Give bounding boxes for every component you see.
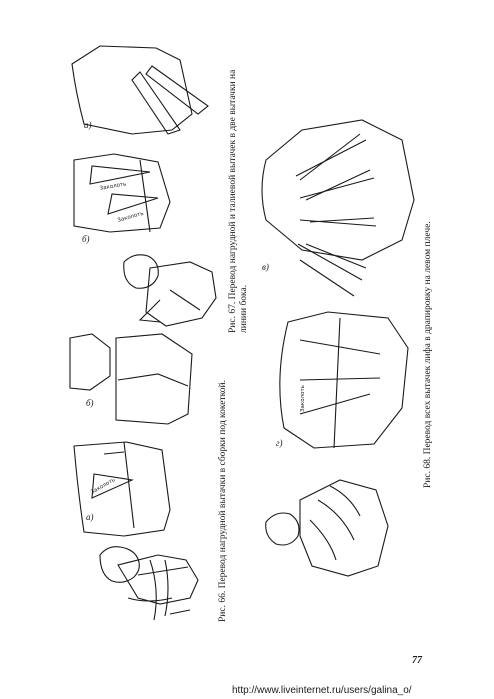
fig67-caption-line1: Рис. 67. Перевод нагрудной и талиевой вытачек в две вытачки на [228,69,238,333]
page-number: 77 [412,655,422,666]
fig68-pattern-b [280,312,408,448]
fig68-letter-v: в) [262,262,269,272]
fig66-pattern-b [70,334,192,424]
fig67-pattern-a [72,46,208,134]
fig66-letter-a: а) [86,512,94,522]
fig68-letter-g: г) [276,438,283,448]
fig68-pattern-a [262,120,414,296]
fig68-sketch [266,480,388,576]
fig67-letter-b: б) [82,234,90,244]
fig68-caption: Рис. 68. Перевод всех вытачек лифа в драпировку на левом плече. [423,221,433,488]
fig66-sketch [100,547,198,620]
footer-url: http://www.liveinternet.ru/users/galina_o/ [232,685,412,696]
fig67-letter-a: а) [84,120,92,130]
label-zakolot-67b: Заколоть [116,210,145,224]
fig67-caption-line2: линии бока. [239,284,249,333]
label-zakolot-67a: Заколоть [99,181,127,192]
label-zakolot-68: Заколоть [300,385,306,412]
label-zakolot-66: Заколоть [90,477,117,496]
fig66-letter-b: б) [86,398,94,408]
fig66-caption: Рис. 66. Перевод нагрудной вытачки в сборки под кокеткой. [218,380,228,622]
fig67-sketch [124,255,216,326]
